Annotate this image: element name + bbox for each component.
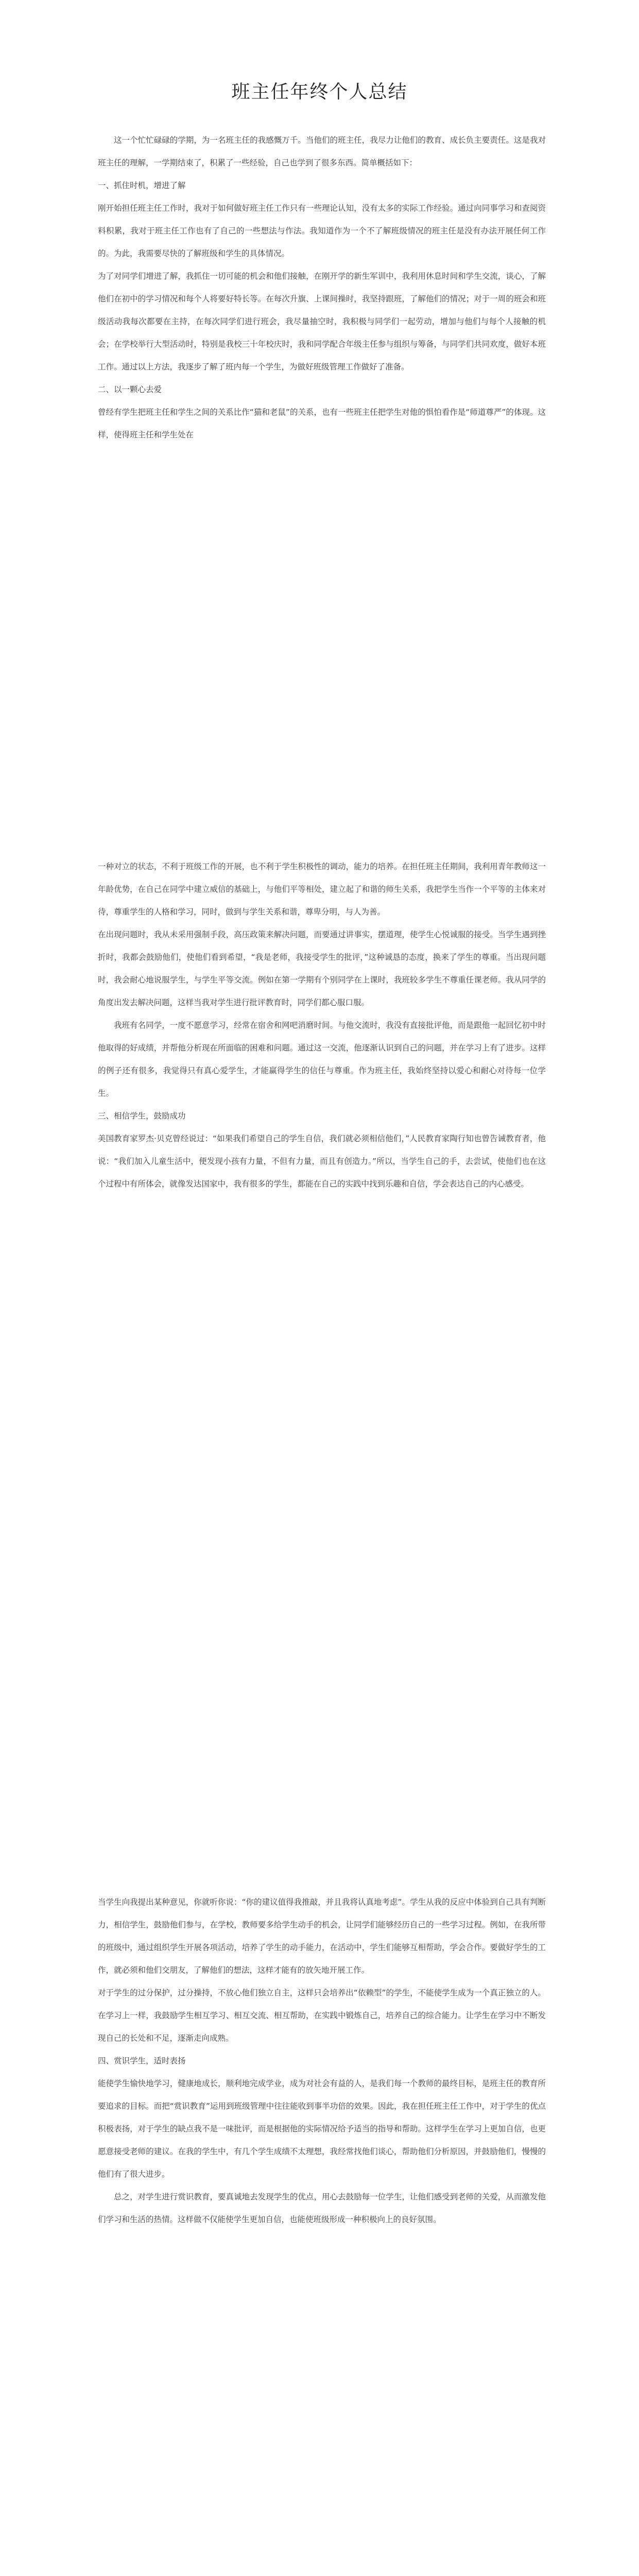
paragraph: 对于学生的过分保护，过分操持，不放心他们独立自主，这样只会培养出“依赖型”的学生，不能使学生成为一个真正独立的人。在学习上一样，我鼓励学生相互学习、相互交流、相互帮助，在实践中锻炼自己，培养自己的综合能力。让学生在学习中不断发现自己的长处和不足，逐渐走向成熟。 [98,1988,546,2043]
paragraph: 能使学生愉快地学习，健康地成长，顺利地完成学业，成为对社会有益的人，是我们每一个教师的最终目标，是班主任的教育所要追求的目标。而把“赏识教育”运用到班级管理中往往能收到事半功倍的效果。因此，我在担任班主任工作中，对于学生的优点积极表扬，对于学生的缺点我不是一味批评，而是根据他的实际情况给予适当的指导和帮助。这样学生在学习上更加自信，也更愿意接受老师的建议。在我的学生中，有几个学生成绩不太理想，我经常找他们谈心，帮助他们分析原因，并鼓励他们，慢慢的他们有了很大进步。 [98,2079,546,2179]
paragraph: 为了对同学们增进了解，我抓住一切可能的机会和他们接触，在刚开学的新生军训中，我利用休息时间和学生交流，谈心，了解他们在初中的学习情况和每个人将要好特长等。在每次升旗、上课间操时，我坚持跟班，了解他们的情况；对于一周的班会和班级活动我每次都要在主持，在每次同学们进行班会，我尽量抽空时，我积极与同学们一起劳动，增加与他们与每个人接触的机会；在学校举行大型活动时，特别是我校三十年校庆时，我和同学配合年级主任参与组织与筹备，与同学们共同欢度，做好本班工作。通过以上方法，我逐步了解了班内每一个学生，为做好班级管理工作做好了准备。 [98,272,546,371]
paragraph: 我班有名同学，一度不愿意学习，经常在宿舍和网吧消磨时间。与他交流时，我没有直接批评他，而是跟他一起回忆初中时他取得的好成绩，并帮他分析现在所面临的困难和问题。通过这一交流，他逐渐认识到自己的问题，并在学习上有了进步。这样的例子还有很多，我觉得只有真心爱学生，才能赢得学生的信任与尊重。作为班主任，我始终坚持以爱心和耐心对待每一位学生。 [98,1021,546,1098]
paragraph: 当学生向我提出某种意见，你就听你说：“你的建议值得我推敲，并且我将认真地考虑”。学生从我的反应中体验到自己具有判断力，相信学生，鼓励他们参与，在学校，教师要多给学生动手的机会，让同学们能够经历自己的一些学习过程。例如，在我所带的班级中，通过组织学生开展各项活动，培养了学生的动手能力，在活动中，学生们能够互相帮助，学会合作。要做好学生的工作，就必须和他们交朋友，了解他们的想法，这样才能有的放矢地开展工作。 [98,1897,546,1975]
section-heading: 三、相信学生，鼓励成功 [98,1111,186,1121]
paragraph: 刚开始担任班主任工作时，我对于如何做好班主任工作只有一些理论认知，没有太多的实际工作经验。通过向同事学习和查阅资料积累，我对于班主任工作也有了自己的一些想法与作法。我知道作为一个不了解班级情况的班主任是没有办法开展任何工作的。为此，我需要尽快的了解班级和学生的具体情况。 [98,204,546,258]
paragraph: 在出现问题时，我从未采用强制手段，高压政策来解决问题，而要通过讲事实，摆道理，使学生心悦诚服的接受。当学生遇到挫折时，我都会鼓励他们，使他们看到希望，“我是老师，我接受学生的批评，”这种诚恳的态度，换来了学生的尊重。当出现问题时，我会耐心地说服学生，与学生平等交流。例如在第一学期有个别同学在上课时，我班较多学生不尊重任课老师。我从同学的角度出发去解决问题，这样当我对学生进行批评教育时，同学们都心服口服。 [98,930,546,1007]
paragraph: 曾经有学生把班主任和学生之间的关系比作“猫和老鼠”的关系，也有一些班主任把学生对他的惧怕看作是“师道尊严”的体现。这样，使得班主任和学生处在 [98,408,546,439]
paragraph: 这一个忙忙碌碌的学期，为一名班主任的我感慨万千。当他们的班主任，我尽力让他们的教育、成长负主要责任。这是我对班主任的理解，一学期结束了，积累了一些经验，自己也学到了很多东西。简单概括如下： [98,135,546,167]
document-title: 班主任年终个人总结 [231,81,408,103]
section-heading: 四、赏识学生，适时表扬 [98,2056,186,2065]
paragraph: 总之，对学生进行赏识教育，要真诚地去发现学生的优点，用心去鼓励每一位学生，让他们感受到老师的关爱，从而激发他们学习和生活的热情。这样做不仅能使学生更加自信，也能使班级形成一种积极向上的良好氛围。 [98,2192,546,2224]
section-block-3 [98,1891,546,2231]
section-heading: 一、抓住时机，增进了解 [98,181,186,190]
paragraph: 一种对立的状态，不利于班级工作的开展，也不利于学生积极性的调动，能力的培养。在担任班主任期间，我利用青年教师这一年龄优势，在自己在同学中建立威信的基础上，与他们平等相处，建立起了和谐的师生关系，我把学生当作一个平等的主体来对待，尊重学生的人格和学习，同时，做到与学生关系和谐，尊卑分明，与人为善。 [98,862,546,917]
section-block-1 [98,129,546,446]
section-heading: 二、以一颗心去爱 [98,385,162,394]
paragraph: 美国教育家罗杰·贝克曾经说过：“如果我们希望自己的学生自信，我们就必须相信他们，”人民教育家陶行知也曾告诫教育者，他说：“我们加入儿童生活中，便发现小孩有力量，不但有力量，而且有创造力。”所以，当学生自己的手，去尝试，使他们也在这个过程中有所体会，就像发达国家中，我有很多的学生，都能在自己的实践中找到乐趣和自信，学会表达自己的内心感受。 [98,1134,546,1189]
section-block-2 [98,855,546,1195]
